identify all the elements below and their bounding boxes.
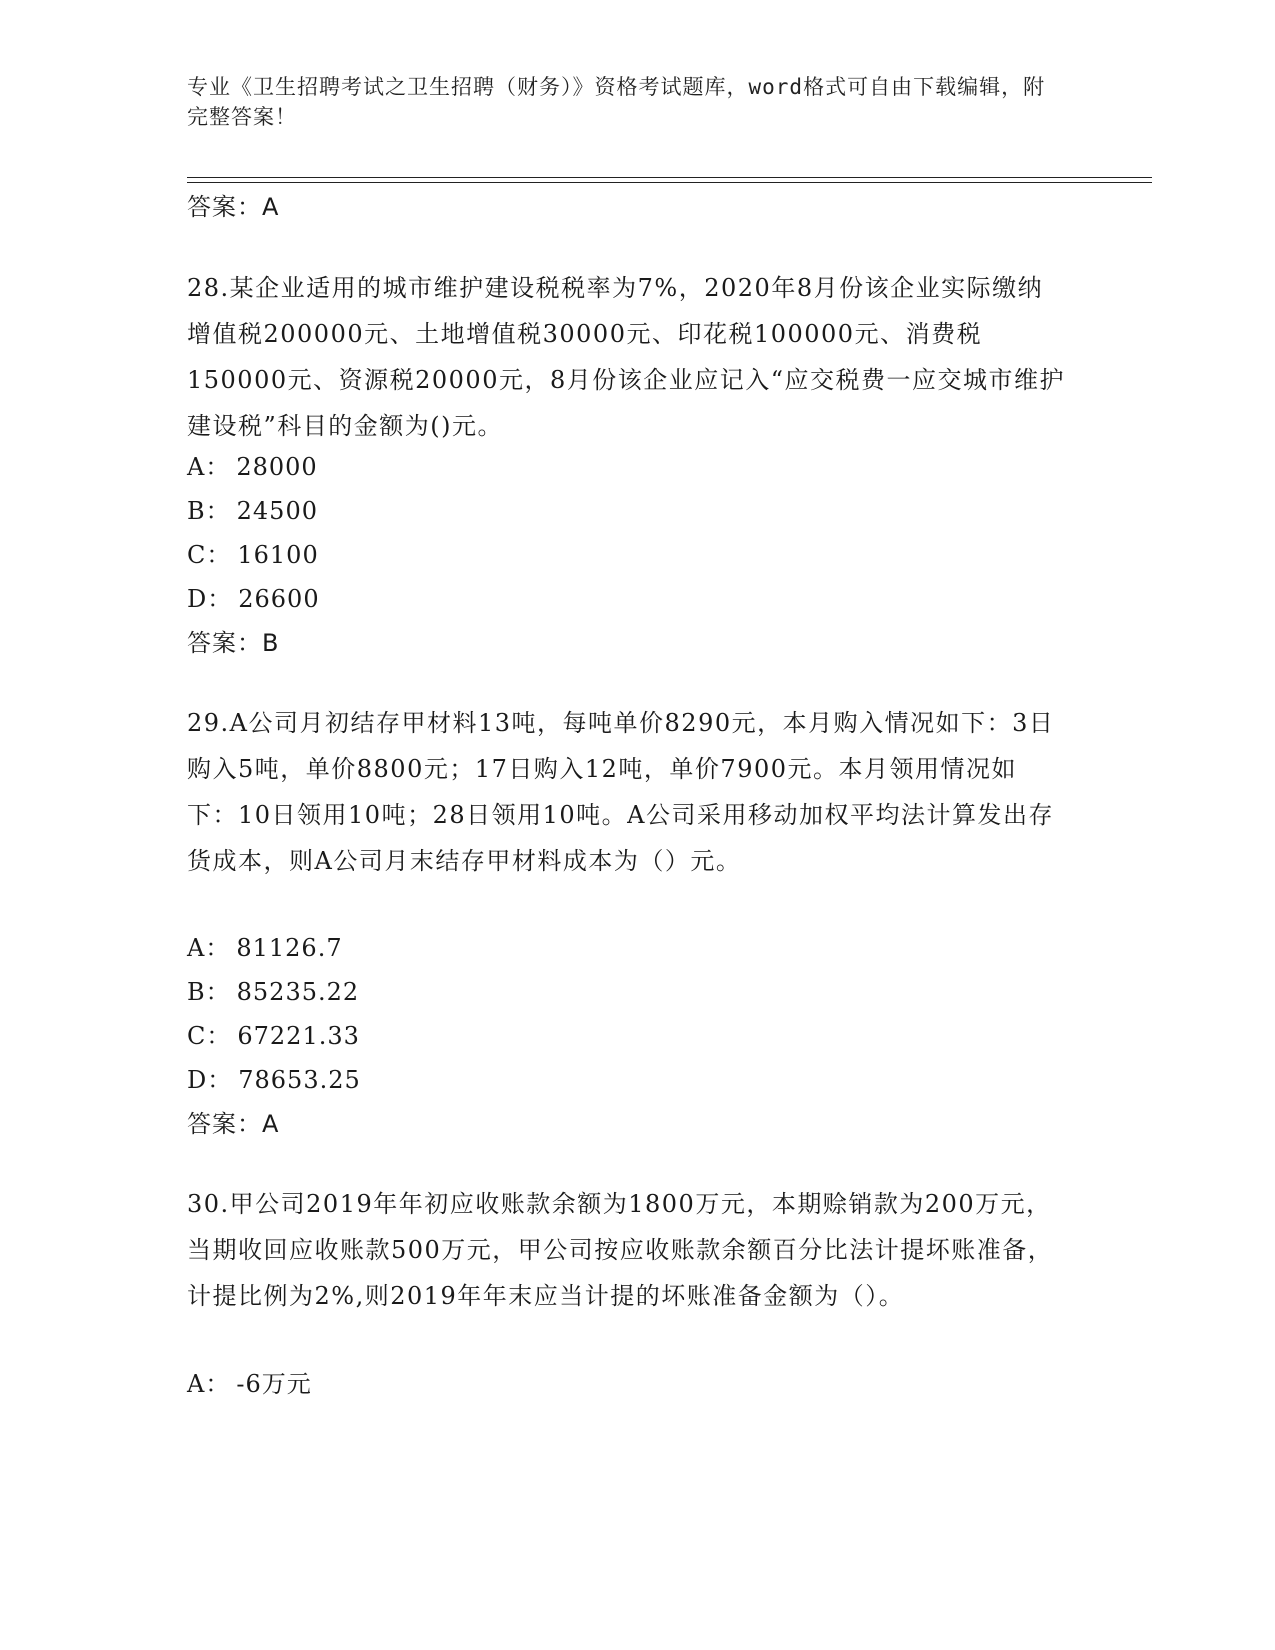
option-letter: C：: [187, 541, 232, 569]
question-28-option-c: [187, 540, 319, 570]
question-29-answer: 答案：A: [187, 1110, 280, 1138]
option-text: 78653.25: [238, 1066, 361, 1094]
question-29-option-d: [187, 1065, 361, 1095]
question-28-answer: 答案：B: [187, 629, 280, 657]
question-29-option-c: [187, 1021, 360, 1051]
option-letter: D：: [187, 585, 233, 613]
header-rule-bottom: [187, 182, 1152, 183]
question-28-option-a: [187, 452, 318, 482]
option-letter: A：: [187, 453, 231, 481]
option-letter: B：: [187, 978, 231, 1006]
answer-line: 答案：A: [187, 193, 280, 221]
question-29-option-a: [187, 933, 343, 963]
option-text: 85235.22: [236, 978, 360, 1006]
option-text: -6万元: [236, 1370, 312, 1398]
question-30-stem: 30.甲公司2019年年初应收账款余额为1800万元，本期赊销款为200万元，当期收回应收账款500万元，甲公司按应收账款余额百分比法计提坏账准备，计提比例为2%,则2019年年末应当计提的坏账准备金额为（）。: [187, 1190, 1054, 1310]
option-text: 67221.33: [237, 1022, 360, 1050]
option-text: 26600: [238, 585, 320, 613]
option-letter: D：: [187, 1066, 233, 1094]
question-29-option-b: [187, 977, 359, 1007]
option-letter: A：: [187, 1370, 231, 1398]
header-rule-top: [187, 177, 1152, 178]
option-text: 81126.7: [236, 934, 343, 962]
page-header: 专业《卫生招聘考试之卫生招聘（财务）》资格考试题库，word格式可自由下载编辑，附完整答案！: [187, 75, 1046, 129]
question-30-option-a: [187, 1369, 312, 1399]
question-29-stem: 29.A公司月初结存甲材料13吨，每吨单价8290元，本月购入情况如下：3日购入5吨，单价8800元；17日购入12吨，单价7900元。本月领用情况如下：10日领用10吨；28日领用10吨。A公司采用移动加权平均法计算发出存货成本，则A公司月末结存甲材料成本为（）元。: [187, 709, 1055, 875]
option-text: 24500: [236, 497, 318, 525]
option-text: 16100: [237, 541, 319, 569]
question-28-stem: 28.某企业适用的城市维护建设税税率为7%，2020年8月份该企业实际缴纳增值税200000元、土地增值税30000元、印花税100000元、消费税150000元、资源税20000元，8月份该企业应记入“应交税费一应交城市维护建设税”科目的金额为()元。: [187, 274, 1066, 440]
option-letter: A：: [187, 934, 231, 962]
option-letter: C：: [187, 1022, 232, 1050]
option-text: 28000: [236, 453, 318, 481]
question-28-option-d: [187, 584, 320, 614]
question-28-option-b: [187, 496, 318, 526]
option-letter: B：: [187, 497, 231, 525]
